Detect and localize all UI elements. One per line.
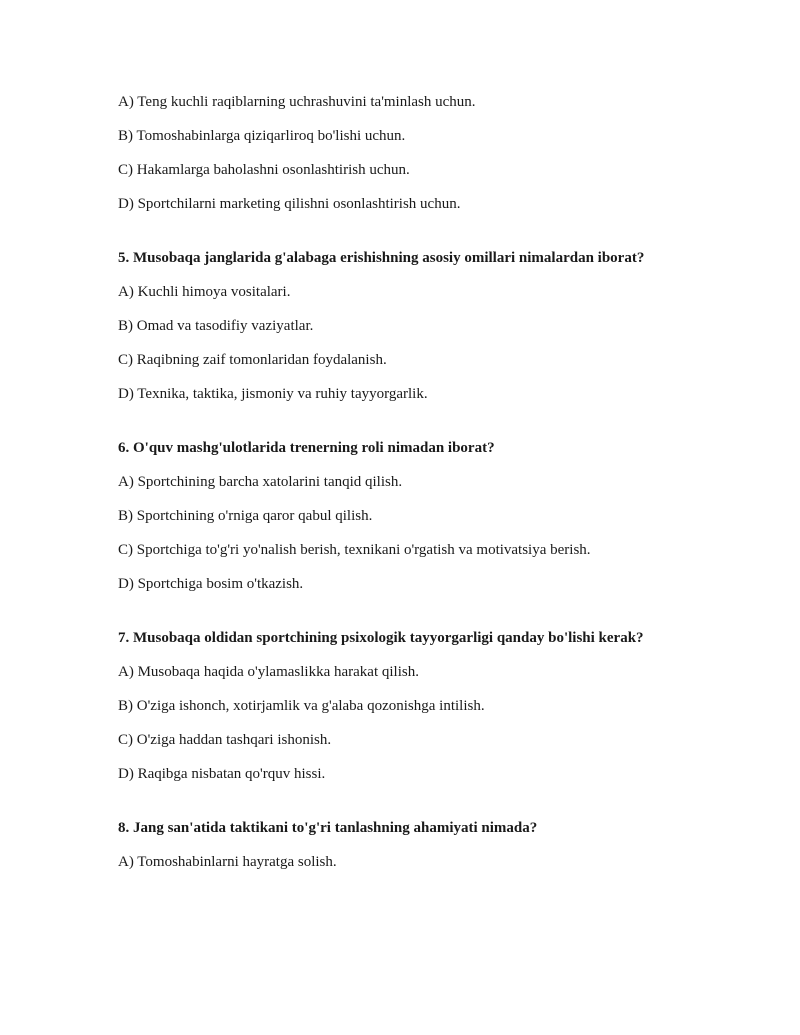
option-a: A) Teng kuchli raqiblarning uchrashuvini ta'minlash uchun. — [118, 94, 476, 110]
option-b: B) Sportchining o'rniga qaror qabul qilish. — [118, 508, 373, 524]
question-title: 8. Jang san'atida taktikani to'g'ri tanlashning ahamiyati nimada? — [118, 820, 538, 836]
question-7 — [118, 628, 758, 784]
option-a: A) Kuchli himoya vositalari. — [118, 284, 291, 300]
option-c: C) Sportchiga to'g'ri yo'nalish berish, texnikani o'rgatish va motivatsiya berish. — [118, 542, 591, 558]
question-8 — [118, 818, 758, 872]
question-title: 6. O'quv mashg'ulotlarida trenerning roli nimadan iborat? — [118, 440, 495, 456]
option-a: A) Tomoshabinlarni hayratga solish. — [118, 854, 337, 870]
question-6 — [118, 438, 758, 594]
option-b: B) Omad va tasodifiy vaziyatlar. — [118, 318, 314, 334]
option-d: D) Sportchilarni marketing qilishni osonlashtirish uchun. — [118, 196, 461, 212]
option-c: C) O'ziga haddan tashqari ishonish. — [118, 732, 332, 748]
option-b: B) O'ziga ishonch, xotirjamlik va g'alaba qozonishga intilish. — [118, 698, 485, 714]
option-d: D) Raqibga nisbatan qo'rquv hissi. — [118, 766, 326, 782]
option-a: A) Musobaqa haqida o'ylamaslikka harakat qilish. — [118, 664, 419, 680]
document-page — [118, 92, 758, 886]
question-title: 5. Musobaqa janglarida g'alabaga erishishning asosiy omillari nimalardan iborat? — [118, 250, 645, 266]
question-5 — [118, 248, 758, 404]
option-a: A) Sportchining barcha xatolarini tanqid qilish. — [118, 474, 403, 490]
question-title: 7. Musobaqa oldidan sportchining psixologik tayyorgarligi qanday bo'lishi kerak? — [118, 630, 644, 646]
option-d: D) Sportchiga bosim o'tkazish. — [118, 576, 304, 592]
option-c: C) Raqibning zaif tomonlaridan foydalanish. — [118, 352, 387, 368]
previous-question-options — [118, 92, 758, 214]
option-b: B) Tomoshabinlarga qiziqarliroq bo'lishi uchun. — [118, 128, 406, 144]
option-d: D) Texnika, taktika, jismoniy va ruhiy tayyorgarlik. — [118, 386, 428, 402]
option-c: C) Hakamlarga baholashni osonlashtirish uchun. — [118, 162, 410, 178]
